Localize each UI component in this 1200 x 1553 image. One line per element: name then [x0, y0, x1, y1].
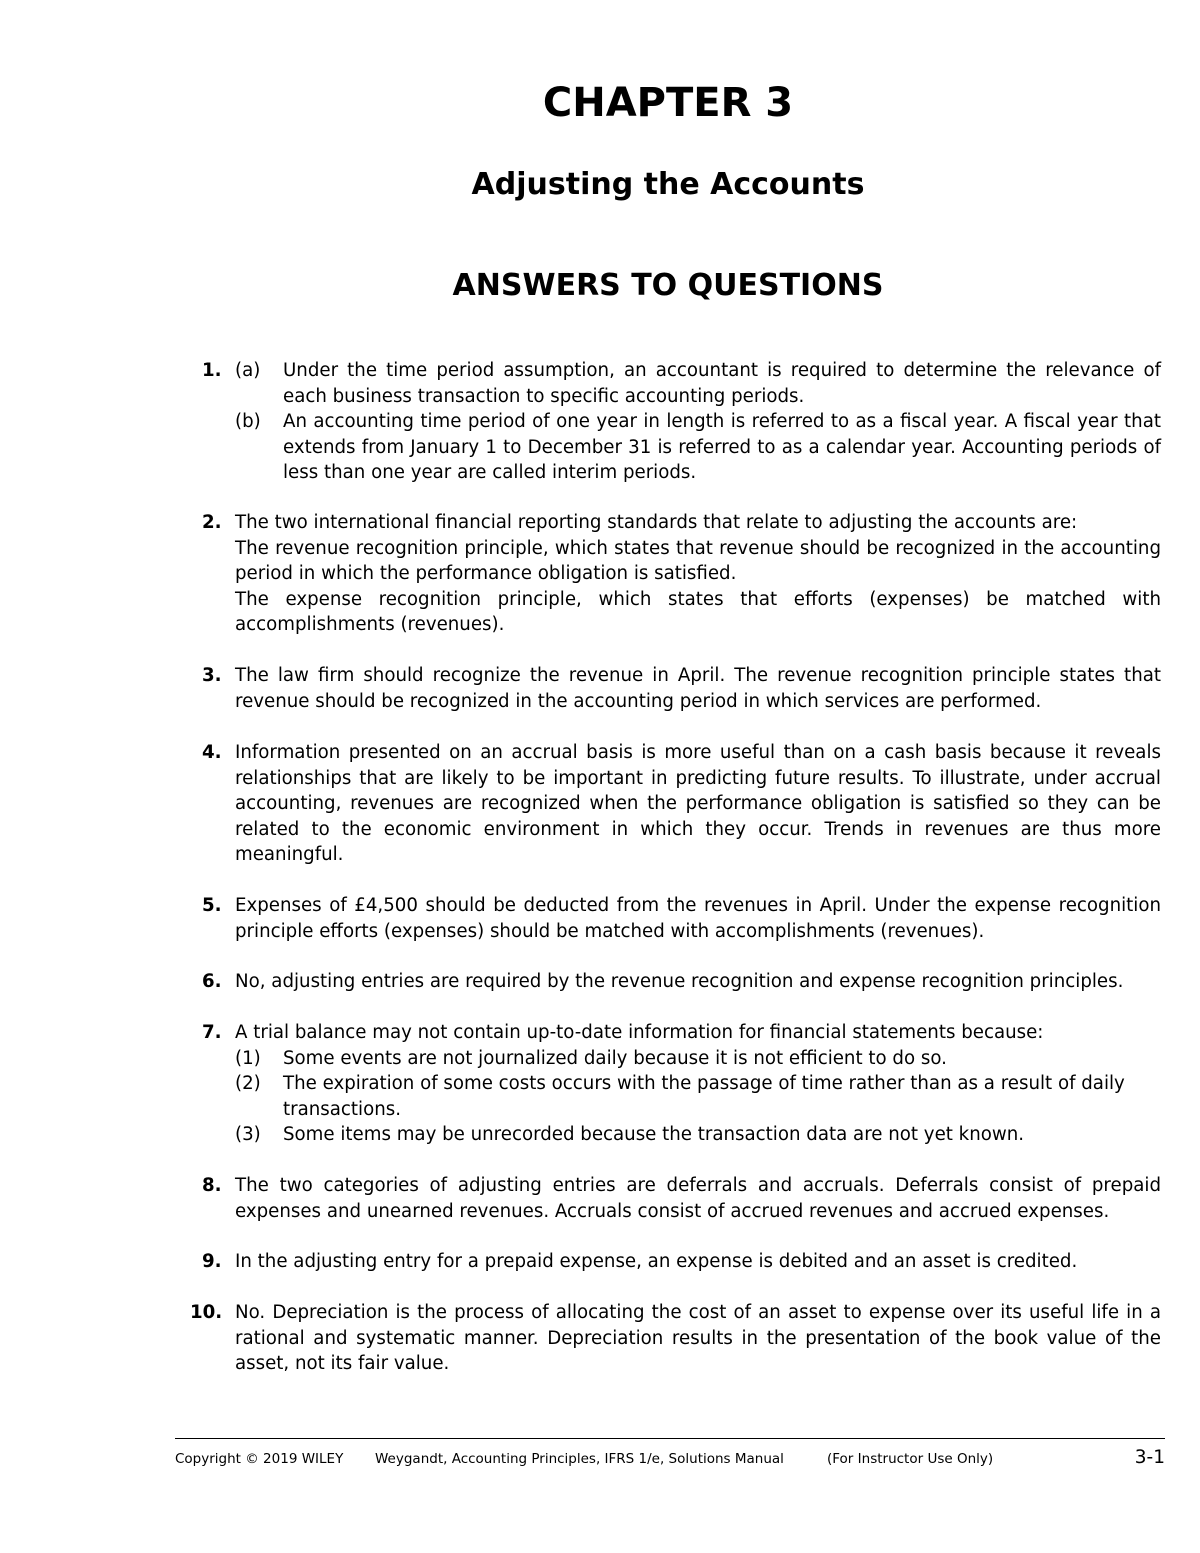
answer-item-2: (2) The expiration of some costs occurs with the passage of time rather than as a result of daily transactions. — [235, 1073, 1125, 1120]
question-number: 3. — [202, 665, 222, 686]
question-number: 9. — [202, 1251, 222, 1272]
answer-part-b: (b) An accounting time period of one year in length is referred to as a fiscal year. A fiscal year that extends from January 1 to December 31 is referred to as a calendar year. Accounting periods of less than one year are called interim periods. — [235, 411, 1161, 483]
answer-line: The two international financial reporting standards that relate to adjusting the accounts are: — [235, 512, 1078, 533]
question-number: 5. — [202, 895, 222, 916]
answer-text: The law firm should recognize the revenue in April. The revenue recognition principle states that revenue should be recognized in the accounting period in which services are performed. — [235, 665, 1161, 712]
question-number: 1. — [202, 360, 222, 381]
answer-item-3: (3) Some items may be unrecorded because the transaction data are not yet known. — [235, 1124, 1025, 1145]
answer-text: In the adjusting entry for a prepaid expense, an expense is debited and an asset is credited. — [235, 1251, 1078, 1272]
question-7 — [175, 1020, 1161, 1148]
answer-text: The two categories of adjusting entries are deferrals and accruals. Deferrals consist of prepaid expenses and unearned revenues. Accruals consist of accrued revenues and accrued expenses. — [235, 1175, 1161, 1222]
question-2 — [175, 510, 1161, 638]
footer-book-title: Weygandt, Accounting Principles, IFRS 1/e, Solutions Manual — [375, 1451, 784, 1467]
answer-text: Expenses of £4,500 should be deducted from the revenues in April. Under the expense recognition principle efforts (expenses) should be matched with accomplishments (revenues). — [235, 895, 1161, 942]
question-number: 4. — [202, 742, 222, 763]
question-8 — [175, 1173, 1161, 1224]
question-4 — [175, 740, 1161, 868]
section-heading: ANSWERS TO QUESTIONS — [452, 268, 884, 303]
question-10 — [175, 1300, 1161, 1377]
answer-line: The expense recognition principle, which states that efforts (expenses) be matched with accomplishments (revenues). — [235, 588, 1161, 635]
question-number: 7. — [202, 1022, 222, 1043]
question-number: 8. — [202, 1175, 222, 1196]
question-6 — [175, 969, 1161, 995]
footer-divider — [175, 1438, 1165, 1439]
answer-text: Information presented on an accrual basis is more useful than on a cash basis because it reveals relationships that are likely to be important in predicting future results. To illustrate, under accrual accounting, revenues are recognized when the performance obligation is satisfied so they can be related to the economic environment in which they occur. Trends in revenues are thus more meaningful. — [235, 742, 1161, 865]
answer-intro: A trial balance may not contain up-to-date information for financial statements because: — [235, 1022, 1044, 1043]
page-number: 3-1 — [1134, 1447, 1165, 1468]
footer-note: (For Instructor Use Only) — [827, 1451, 994, 1467]
answer-part-a: (a) Under the time period assumption, an accountant is required to determine the relevance of each business transaction to specific accounting periods. — [235, 360, 1161, 407]
question-number: 2. — [202, 512, 222, 533]
chapter-title: CHAPTER 3 — [542, 80, 794, 126]
question-1 — [175, 358, 1161, 486]
answer-text: No. Depreciation is the process of allocating the cost of an asset to expense over its useful life in a rational and systematic manner. Depreciation results in the presentation of the book value of the asset, not its fair value. — [235, 1302, 1161, 1374]
page-footer — [175, 1447, 1165, 1468]
question-number: 6. — [202, 971, 222, 992]
question-number: 10. — [190, 1302, 223, 1323]
answer-line: The revenue recognition principle, which states that revenue should be recognized in the accounting period in which the performance obligation is satisfied. — [235, 537, 1161, 584]
chapter-subtitle: Adjusting the Accounts — [471, 167, 865, 202]
question-5 — [175, 893, 1161, 944]
question-3 — [175, 663, 1161, 714]
question-9 — [175, 1249, 1161, 1275]
footer-copyright: Copyright © 2019 WILEY — [175, 1451, 344, 1467]
answer-item-1: (1) Some events are not journalized daily because it is not efficient to do so. — [235, 1047, 947, 1069]
answer-text: No, adjusting entries are required by the revenue recognition and expense recognition principles. — [235, 971, 1124, 992]
